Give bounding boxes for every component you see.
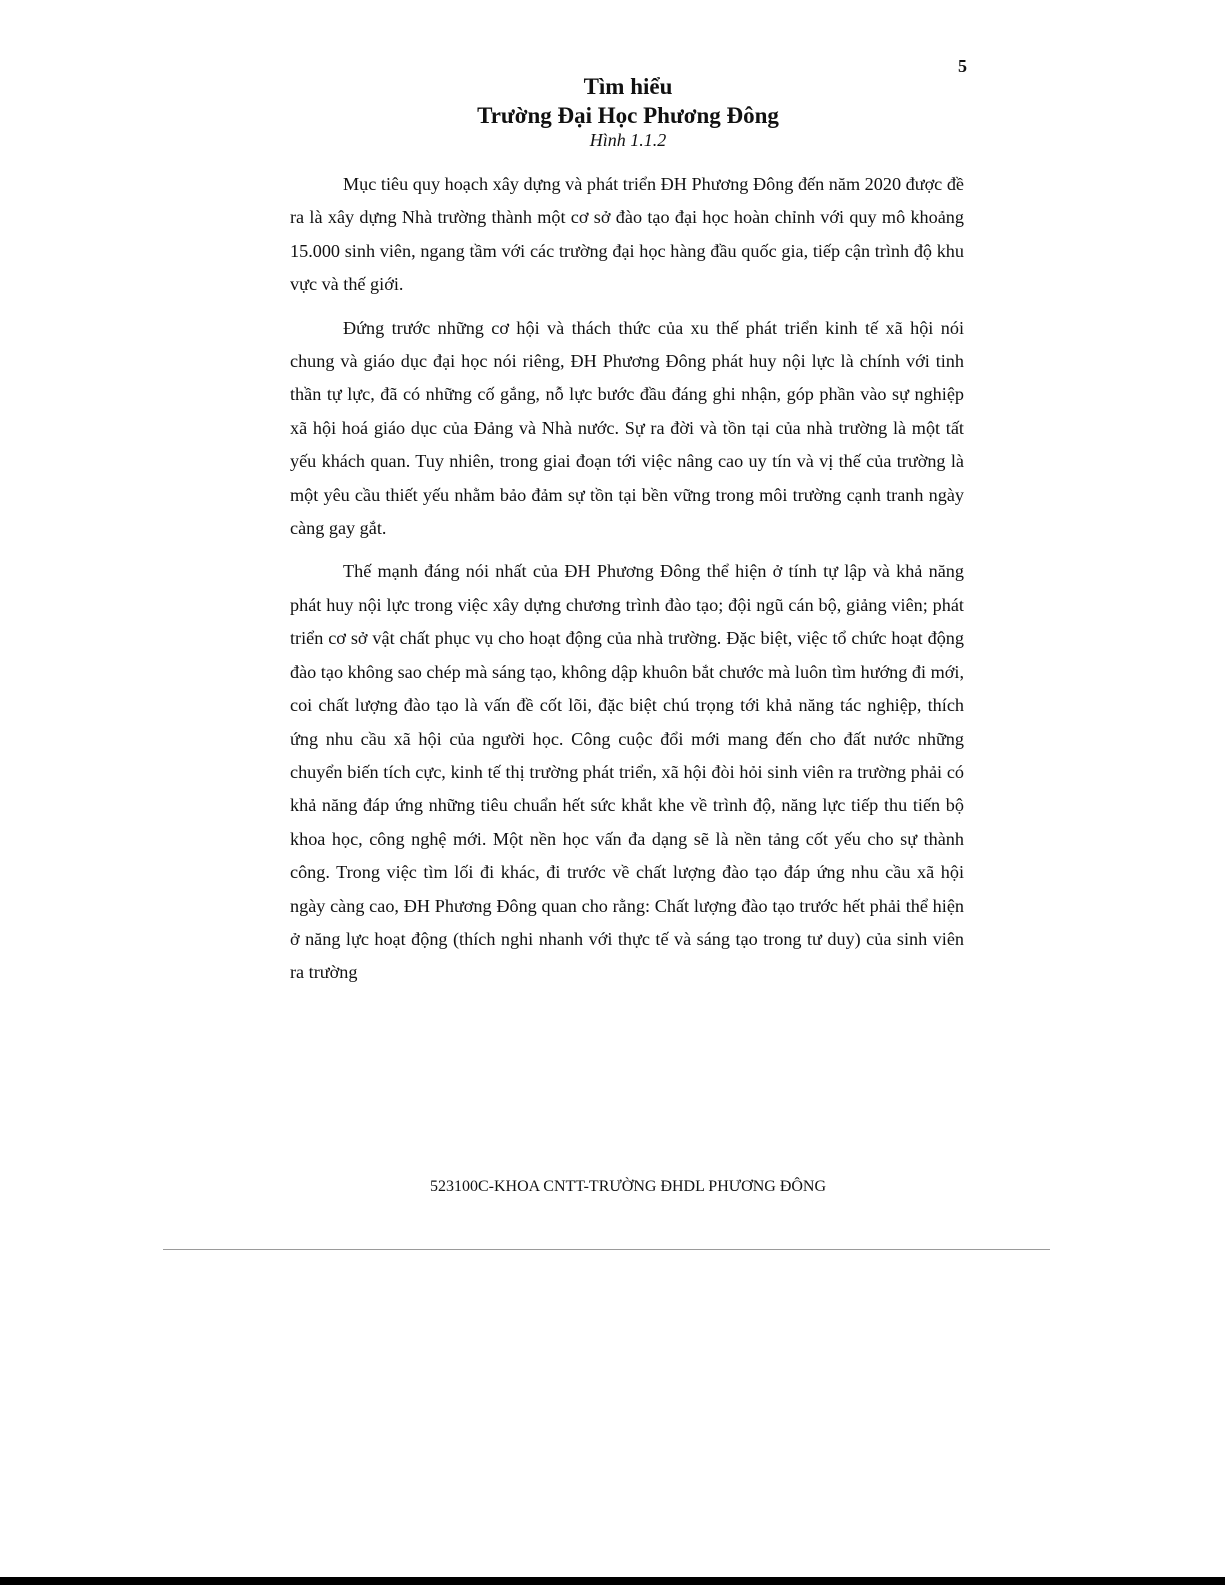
figure-caption: Hình 1.1.2 xyxy=(589,130,667,150)
page-title-line2: Trường Đại Học Phương Đông xyxy=(477,103,779,128)
paragraph-1: Mục tiêu quy hoạch xây dựng và phát triển ĐH Phương Đông đến năm 2020 được đề ra là xây dựng Nhà trường thành một cơ sở đào tạo đại học hoàn chỉnh với quy mô khoảng 15.000 sinh viên, ngang tầm với các trường đại học hàng đầu quốc gia, tiếp cận trình độ khu vực và thế giới. xyxy=(290,174,964,295)
bottom-edge-bar xyxy=(0,1577,1225,1585)
title-block xyxy=(0,72,1225,150)
paragraph-3: Thế mạnh đáng nói nhất của ĐH Phương Đông thể hiện ở tính tự lập và khả năng phát huy nội lực trong việc xây dựng chương trình đào tạo; đội ngũ cán bộ, giảng viên; phát triển cơ sở vật chất phục vụ cho hoạt động của nhà trường. Đặc biệt, việc tổ chức hoạt động đào tạo không sao chép mà sáng tạo, không dập khuôn bắt chước mà luôn tìm hướng đi mới, coi chất lượng đào tạo là vấn đề cốt lõi, đặc biệt chú trọng tới khả năng tác nghiệp, thích ứng nhu cầu xã hội của người học. Công cuộc đổi mới mang đến cho đất nước những chuyển biến tích cực, kinh tế thị trường phát triển, xã hội đòi hỏi sinh viên ra trường phải có khả năng đáp ứng những tiêu chuẩn hết sức khắt khe về trình độ, năng lực tiếp thu tiến bộ khoa học, công nghệ mới. Một nền học vấn đa dạng sẽ là nền tảng cốt yếu cho sự thành công. Trong việc tìm lối đi khác, đi trước về chất lượng đào tạo đáp ứng nhu cầu xã hội ngày càng cao, ĐH Phương Đông quan cho rằng: Chất lượng đào tạo trước hết phải thể hiện ở năng lực hoạt động (thích nghi nhanh với thực tế và sáng tạo trong tư duy) của sinh viên ra trường xyxy=(290,561,964,983)
page-number: 5 xyxy=(958,56,967,76)
footer-divider xyxy=(163,1249,1050,1250)
paragraph-2: Đứng trước những cơ hội và thách thức của xu thế phát triển kinh tế xã hội nói chung và giáo dục đại học nói riêng, ĐH Phương Đông phát huy nội lực là chính với tinh thần tự lực, đã có những cố gắng, nỗ lực bước đầu đáng ghi nhận, góp phần vào sự nghiệp xã hội hoá giáo dục của Đảng và Nhà nước. Sự ra đời và tồn tại của nhà trường là một tất yếu khách quan. Tuy nhiên, trong giai đoạn tới việc nâng cao uy tín và vị thế của trường là một yêu cầu thiết yếu nhằm bảo đảm sự tồn tại bền vững trong môi trường cạnh tranh ngày càng gay gắt. xyxy=(290,317,964,539)
page-footer: 523100C-KHOA CNTT-TRƯỜNG ĐHDL PHƯƠNG ĐÔNG xyxy=(429,1178,827,1195)
page-title-line1: Tìm hiểu xyxy=(583,74,673,99)
body-text xyxy=(290,168,964,1000)
